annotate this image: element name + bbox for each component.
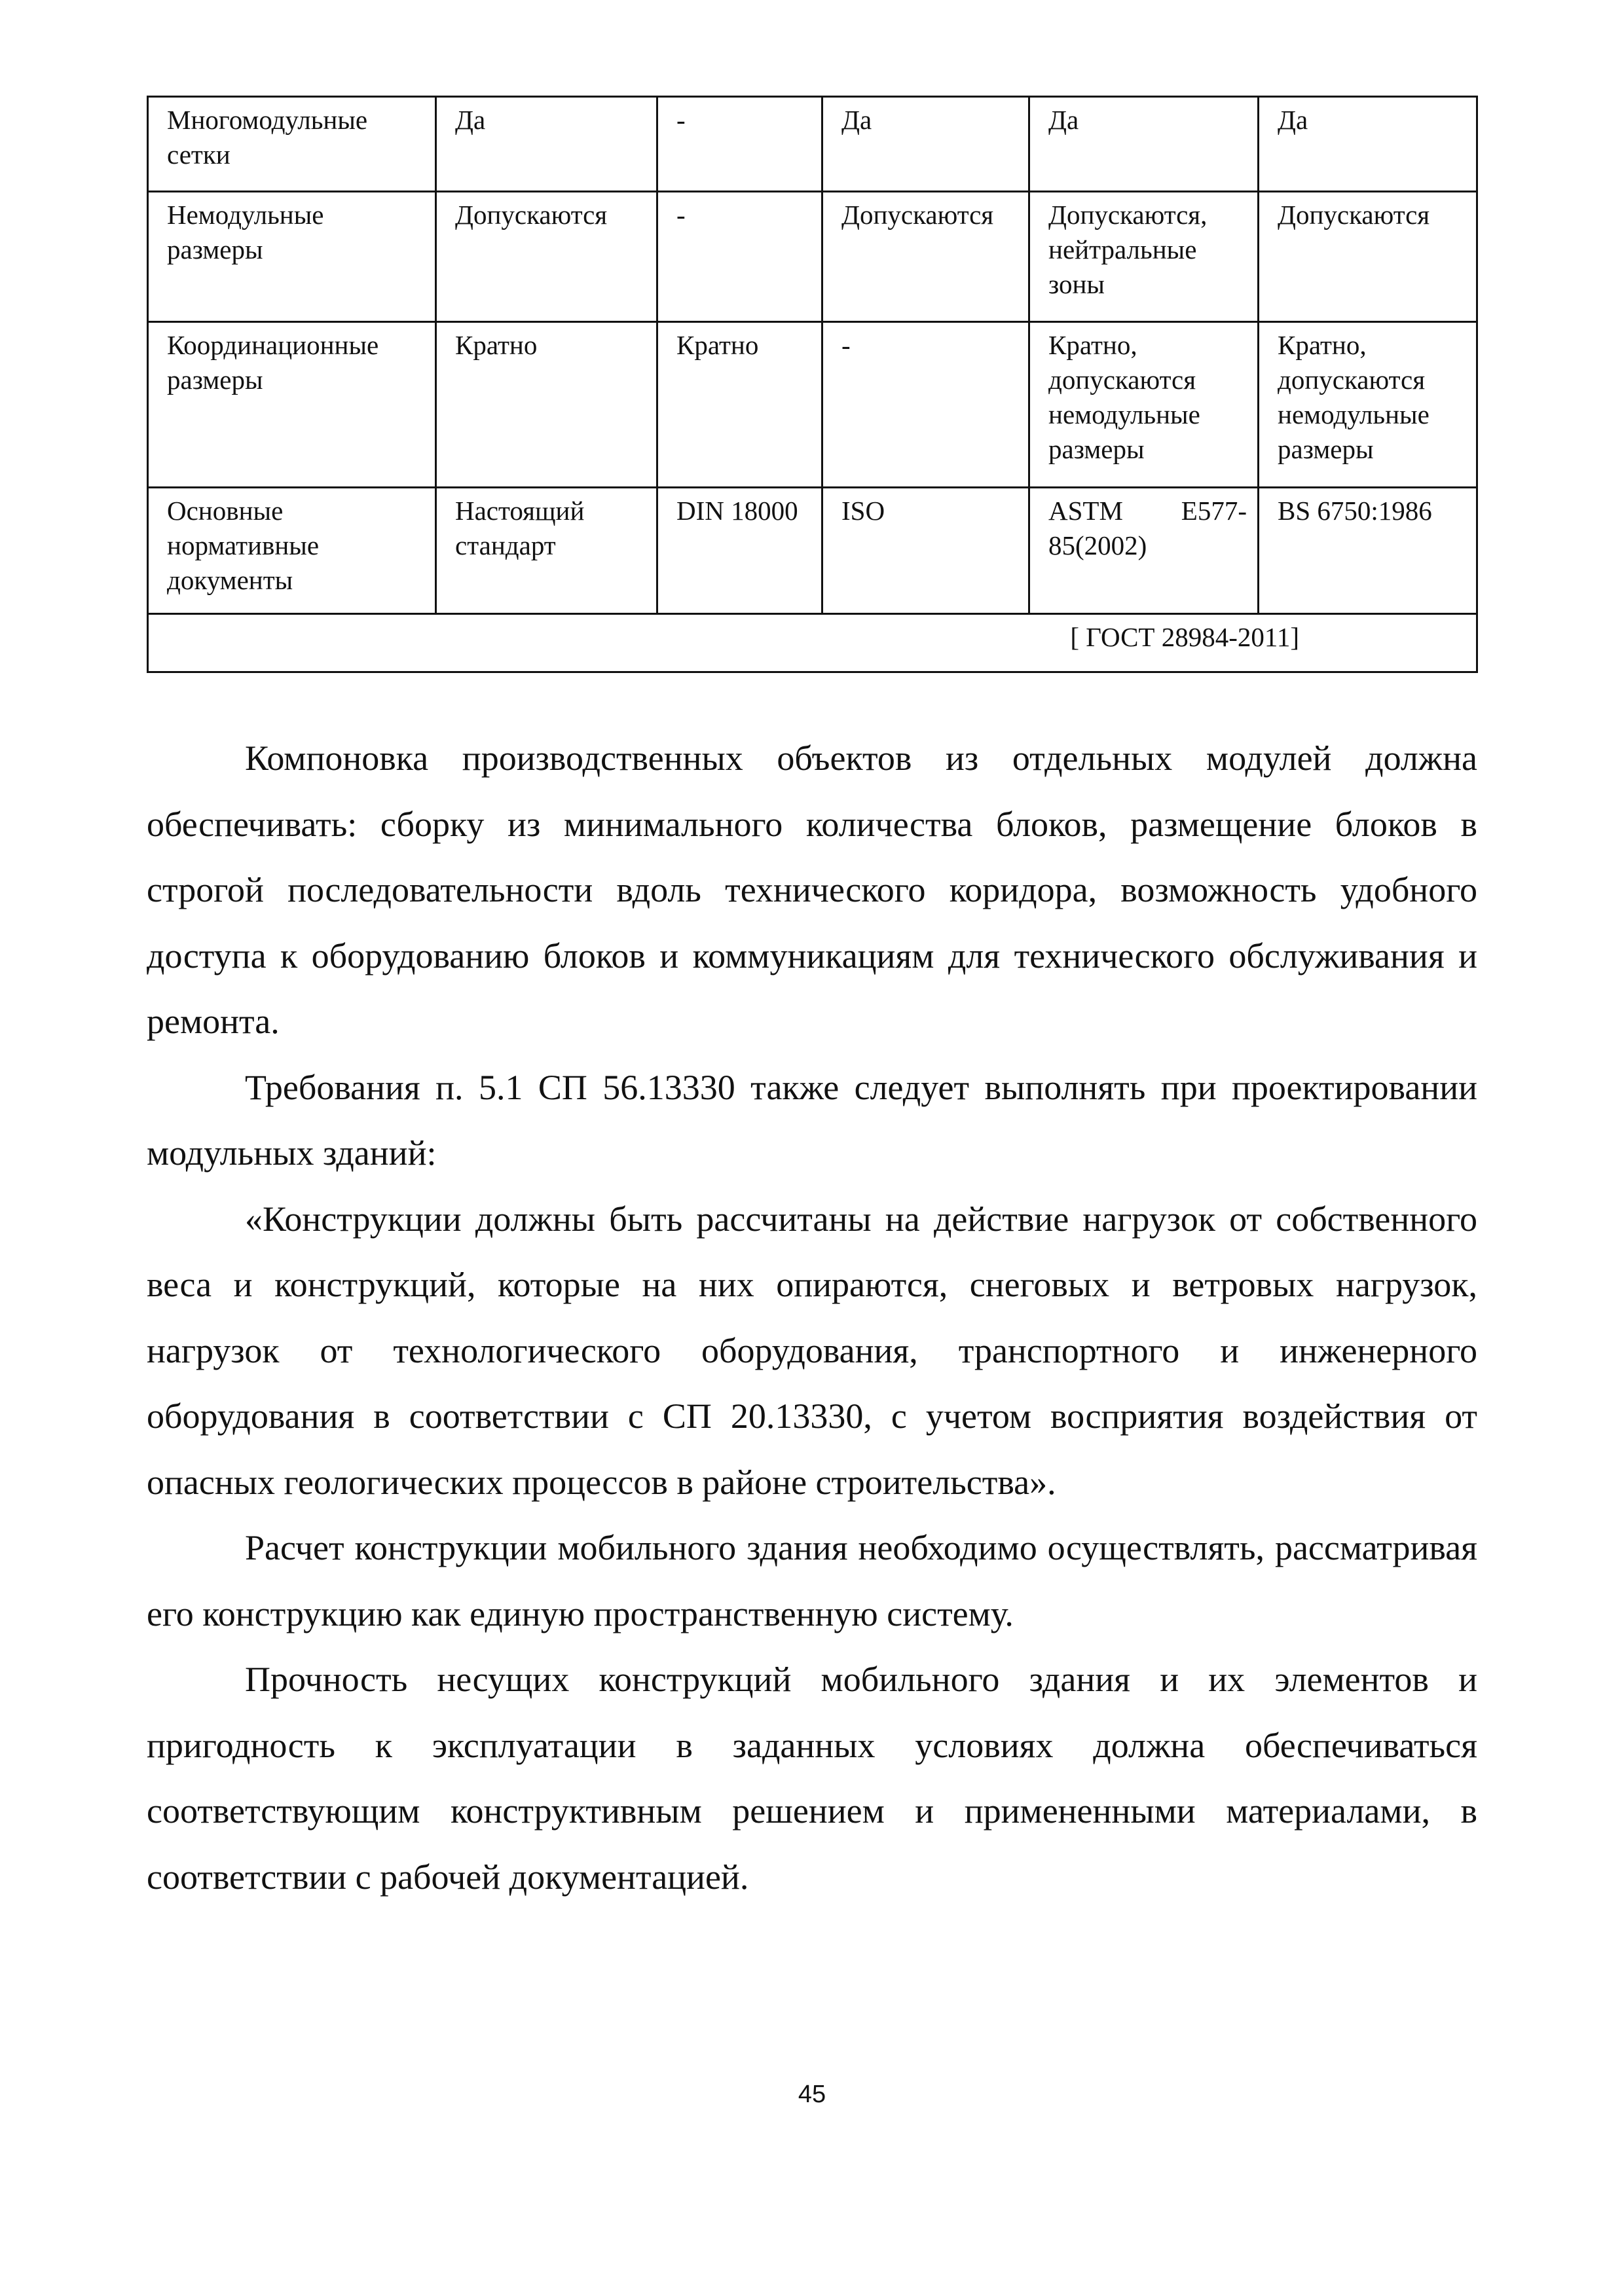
paragraph: Компоновка производственных объектов из отдельных модулей должна обеспечивать: сборку из минимального количества блоков, размещение блоков в строгой последовательности вдоль технического коридора, возможность удобного доступа к оборудованию блоков и коммуникациям для технического обслуживания и ремонта. (147, 738, 1477, 1041)
row-label: Координационные размеры (148, 322, 436, 488)
table-cell: Допускаются, нейтральные зоны (1029, 192, 1259, 322)
body-text (147, 725, 1477, 1910)
table-cell: Да (1259, 97, 1477, 192)
table-row (148, 97, 1477, 192)
table-row (148, 322, 1477, 488)
table-cell: Да (822, 97, 1029, 192)
paragraph: Требования п. 5.1 СП 56.13330 также следует выполнять при проектировании модульных зданий: (147, 1067, 1477, 1173)
table-cell: ISO (822, 488, 1029, 614)
table-cell: Кратно, допускаются немодульные размеры (1259, 322, 1477, 488)
paragraph: Расчет конструкции мобильного здания необходимо осуществлять, рассматривая его конструкцию как единую пространственную систему. (147, 1528, 1477, 1633)
table-cell: Допускаются (436, 192, 657, 322)
row-label: Немодульные размеры (148, 192, 436, 322)
table-source-row (148, 614, 1477, 672)
table-cell: Кратно (657, 322, 822, 488)
table-cell: - (657, 192, 822, 322)
row-label: Основные нормативные документы (148, 488, 436, 614)
table-cell: Настоящий стандарт (436, 488, 657, 614)
table-cell: DIN 18000 (657, 488, 822, 614)
table-cell: Допускаются (1259, 192, 1477, 322)
table-cell: Допускаются (822, 192, 1029, 322)
table-row (148, 488, 1477, 614)
standards-comparison-table (147, 96, 1478, 673)
table-cell: Кратно, допускаются немодульные размеры (1029, 322, 1259, 488)
row-label: Многомодульные сетки (148, 97, 436, 192)
table-cell: Да (1029, 97, 1259, 192)
page-number: 45 (798, 2081, 826, 2108)
table-cell: ASTM E577-85(2002) (1029, 488, 1259, 614)
table-row (148, 192, 1477, 322)
table-source-note: [ ГОСТ 28984-2011] (148, 614, 1477, 672)
table-cell: - (822, 322, 1029, 488)
table-cell: Да (436, 97, 657, 192)
table-cell: - (657, 97, 822, 192)
table-cell: Кратно (436, 322, 657, 488)
table-cell: BS 6750:1986 (1259, 488, 1477, 614)
paragraph: «Конструкции должны быть рассчитаны на действие нагрузок от собственного веса и конструкций, которые на них опираются, снеговых и ветровых нагрузок, нагрузок от технологического оборудования, транспортного и инженерного оборудования в соответствии с СП 20.13330, с учетом восприятия воздействия от опасных геологических процессов в районе строительства». (147, 1199, 1477, 1502)
paragraph: Прочность несущих конструкций мобильного здания и их элементов и пригодность к эксплуатации в заданных условиях должна обеспечиваться соответствующим конструктивным решением и примененными материалами, в соответствии с рабочей документацией. (147, 1660, 1477, 1897)
